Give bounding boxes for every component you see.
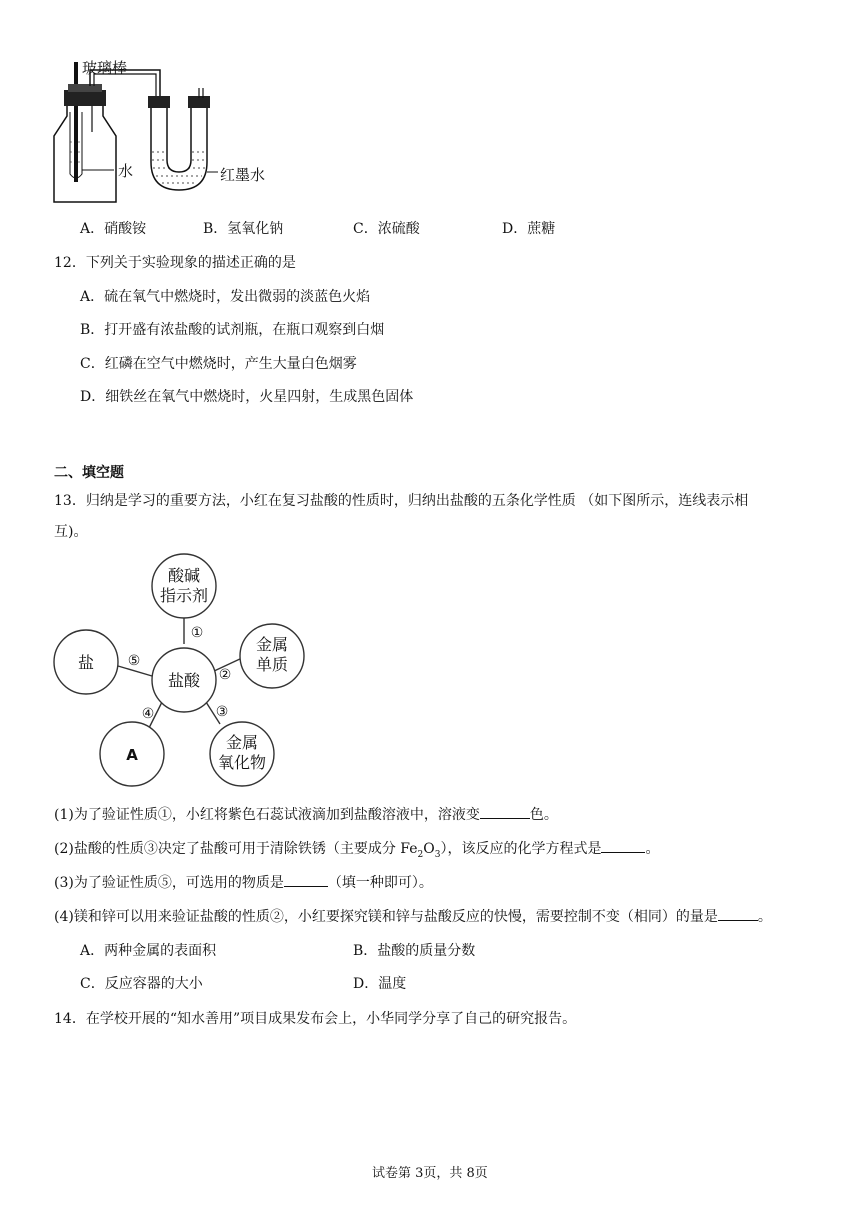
q13-part2: (2)盐酸的性质③决定了盐酸可用于清除铁锈（主要成分 $Fe_2O_3$），该反应的化学方程式是 。	[54, 841, 660, 860]
q12-option-a: A．硫在氧气中燃烧时，发出微弱的淡蓝色火焰	[80, 289, 371, 305]
answer-blank-3[interactable]	[284, 873, 328, 887]
q13-option-b: B．盐酸的质量分数	[353, 943, 476, 959]
section-heading: 二、填空题	[54, 465, 124, 481]
q13-stem-line2: 互)。	[54, 524, 88, 540]
q13-part4: (4)镁和锌可以用来验证盐酸的性质②，小红要探究镁和锌与盐酸反应的快慢，需要控制不变（相同）的量是 。	[54, 909, 772, 925]
indicator-line1: 酸碱	[167, 566, 201, 585]
q13-option-c: C．反应容器的大小	[80, 976, 203, 992]
q14-stem: 14．在学校开展的“知水善用”项目成果发布会上，小华同学分享了自己的研究报告。	[54, 1011, 577, 1027]
q11-option-c: C．浓硫酸	[353, 221, 420, 237]
label-red-ink: 红墨水	[220, 166, 266, 184]
answer-blank-4[interactable]	[718, 907, 758, 921]
oxide-line1: 金属	[225, 733, 259, 752]
num-1: ①	[190, 625, 204, 641]
q11-option-b: B．氢氧化钠	[203, 221, 284, 237]
q11-option-d: D．蔗糖	[502, 221, 556, 237]
metal-line2: 单质	[255, 655, 289, 674]
label-glass-rod: 玻璃棒	[82, 59, 128, 77]
q11-option-a: A．硝酸铵	[80, 221, 147, 237]
q13-option-a: A．两种金属的表面积	[80, 943, 217, 959]
num-2: ②	[218, 667, 232, 683]
q12-stem: 12．下列关于实验现象的描述正确的是	[54, 255, 296, 271]
center-label: 盐酸	[167, 671, 201, 690]
answer-blank-1[interactable]	[480, 805, 530, 819]
q12-option-b: B．打开盛有浓盐酸的试剂瓶，在瓶口观察到白烟	[80, 322, 385, 338]
a-label: A	[126, 746, 138, 764]
num-4: ④	[141, 706, 155, 722]
hcl-properties-diagram	[48, 552, 318, 792]
q13-stem-line1: 13．归纳是学习的重要方法，小红在复习盐酸的性质时，归纳出盐酸的五条化学性质 （如下图所示，连线表示相	[54, 493, 749, 509]
oxide-line2: 氧化物	[217, 753, 267, 772]
q12-option-c: C．红磷在空气中燃烧时，产生大量白色烟雾	[80, 356, 357, 372]
num-3: ③	[215, 704, 229, 720]
indicator-line2: 指示剂	[159, 586, 209, 605]
num-5: ⑤	[127, 653, 141, 669]
q12-option-d: D．细铁丝在氧气中燃烧时，火星四射，生成黑色固体	[80, 389, 414, 405]
q13-part1: (1)为了验证性质①，小红将紫色石蕊试液滴加到盐酸溶液中，溶液变 色。	[54, 807, 558, 823]
metal-line1: 金属	[255, 635, 289, 654]
q13-part3: (3)为了验证性质⑤，可选用的物质是 （填一种即可）。	[54, 875, 433, 891]
answer-blank-2[interactable]	[601, 839, 645, 853]
label-water: 水	[118, 162, 134, 180]
page-footer: 试卷第 3页，共 8页	[372, 1166, 488, 1181]
salt-label: 盐	[77, 653, 95, 672]
q13-option-d: D．温度	[353, 976, 407, 992]
